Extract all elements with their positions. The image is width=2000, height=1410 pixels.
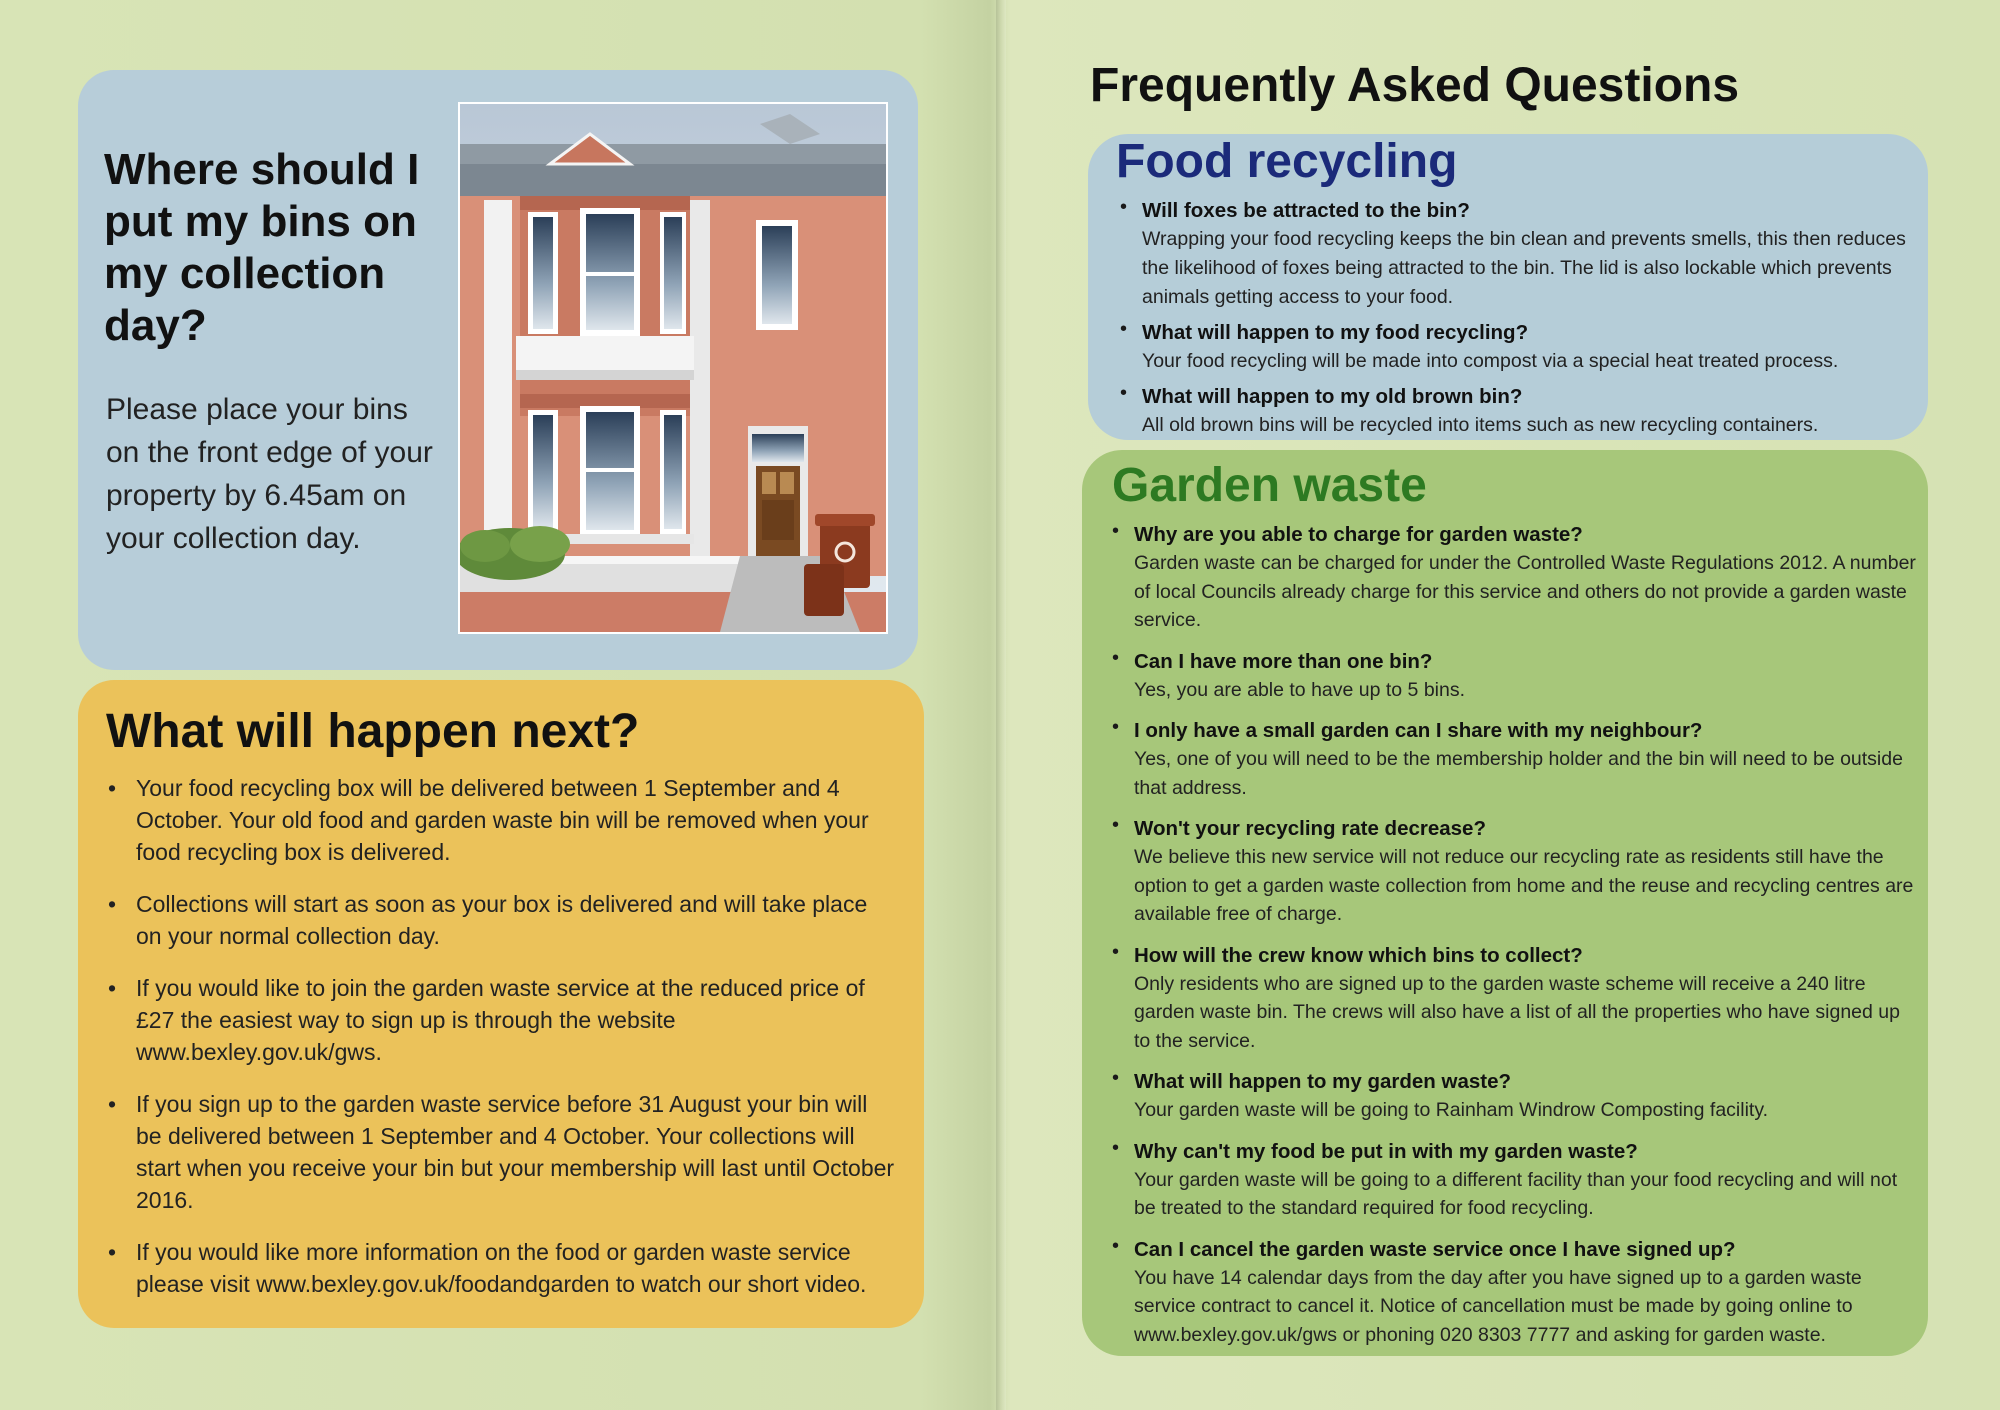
faq-item bbox=[1120, 318, 1920, 376]
faq-question: • What will happen to my food recycling? bbox=[1142, 321, 1529, 344]
faq-item bbox=[1112, 814, 1920, 929]
list-item: • Your food recycling box will be delivered between 1 September and 4 October. Your old food and garden waste bin will be removed when your food recycling box is delivered. bbox=[108, 772, 898, 868]
faq-item bbox=[1112, 520, 1920, 635]
faq-answer: Your food recycling will be made into compost via a special heat treated process. bbox=[1142, 350, 1839, 372]
faq-answer: Your garden waste will be going to a different facility than your food recycling and will not be treated to the standard required for food recycling. bbox=[1134, 1168, 1898, 1219]
faq-question: • Won't your recycling rate decrease? bbox=[1134, 817, 1486, 840]
what-next-title: What will happen next? bbox=[106, 705, 640, 758]
bin-placement-title: Where should I put my bins on my collection day? bbox=[104, 145, 420, 350]
faq-question: • Can I have more than one bin? bbox=[1134, 649, 1433, 673]
faq-item bbox=[1112, 941, 1920, 1056]
faq-question: • What will happen to my old brown bin? bbox=[1142, 385, 1523, 408]
faq-answer: You have 14 calendar days from the day after you have signed up to a garden waste service contract to cancel it. Notice of cancellation must be made by going online to www.bexley.gov.uk/gws or phoning 020 8303 7777 and asking for garden waste. bbox=[1134, 1266, 1862, 1346]
faq-answer: Garden waste can be charged for under the Controlled Waste Regulations 2012. A number of local Councils already charge for this service and others do not provide a garden waste service. bbox=[1134, 552, 1916, 631]
faq-answer: Your garden waste will be going to Rainham Windrow Composting facility. bbox=[1134, 1099, 1769, 1121]
faq-answer: We believe this new service will not reduce our recycling rate as residents still have the option to get a garden waste collection from home and the reuse and recycling centres are available free of charge. bbox=[1134, 846, 1914, 925]
garden-waste-faq-list bbox=[1112, 520, 1920, 1361]
faq-item bbox=[1112, 1235, 1920, 1350]
faq-question: • Can I cancel the garden waste service once I have signed up? bbox=[1134, 1237, 1736, 1261]
faq-answer: Only residents who are signed up to the garden waste scheme will receive a 240 litre garden waste bin. The crews will also have a list of all the properties who have signed up to the service. bbox=[1134, 972, 1900, 1052]
garden-waste-title: Garden waste bbox=[1112, 459, 1427, 512]
list-item: • If you would like to join the garden waste service at the reduced price of £27 the easiest way to sign up is through the website www.bexley.gov.uk/gws. bbox=[108, 972, 898, 1068]
faq-item bbox=[1120, 196, 1920, 312]
house-illustration bbox=[458, 102, 888, 634]
faq-item bbox=[1112, 1067, 1920, 1125]
faq-question: • What will happen to my garden waste? bbox=[1134, 1070, 1512, 1093]
what-next-list bbox=[108, 772, 898, 1320]
faq-answer: Wrapping your food recycling keeps the bin clean and prevents smells, this then reduces the likelihood of foxes being attracted to the bin. The lid is also lockable which prevents animals getting access to your food. bbox=[1142, 228, 1906, 308]
faq-answer: Yes, one of you will need to be the membership holder and the bin will need to be outside that address. bbox=[1134, 748, 1903, 799]
food-recycling-faq-list bbox=[1120, 196, 1920, 446]
faq-item bbox=[1112, 647, 1920, 705]
faq-answer: Yes, you are able to have up to 5 bins. bbox=[1134, 678, 1466, 701]
faq-question: • Why are you able to charge for garden waste? bbox=[1134, 523, 1583, 546]
faq-question: • Will foxes be attracted to the bin? bbox=[1142, 199, 1470, 222]
food-recycling-title: Food recycling bbox=[1116, 135, 1458, 188]
faq-item bbox=[1112, 716, 1920, 802]
faq-question: • How will the crew know which bins to collect? bbox=[1134, 943, 1583, 967]
bin-placement-text: Please place your bins on the front edge of your property by 6.45am on your collection day. bbox=[106, 393, 433, 555]
faq-item bbox=[1112, 1137, 1920, 1223]
page-fold bbox=[996, 0, 1006, 1410]
faq-item bbox=[1120, 382, 1920, 440]
list-item: • Collections will start as soon as your box is delivered and will take place on your normal collection day. bbox=[108, 888, 898, 952]
faq-answer: All old brown bins will be recycled into items such as new recycling containers. bbox=[1142, 414, 1819, 436]
faq-title: Frequently Asked Questions bbox=[1090, 59, 1740, 112]
faq-question: • Why can't my food be put in with my garden waste? bbox=[1134, 1139, 1638, 1163]
list-item: • If you sign up to the garden waste service before 31 August your bin will be delivered between 1 September and 4 October. Your collections will start when you receive your bin but your membership will last until October 2016. bbox=[108, 1088, 898, 1216]
list-item: • If you would like more information on the food or garden waste service please visit www.bexley.gov.uk/foodandgarden to watch our short video. bbox=[108, 1236, 898, 1300]
faq-question: • I only have a small garden can I share with my neighbour? bbox=[1134, 719, 1703, 742]
